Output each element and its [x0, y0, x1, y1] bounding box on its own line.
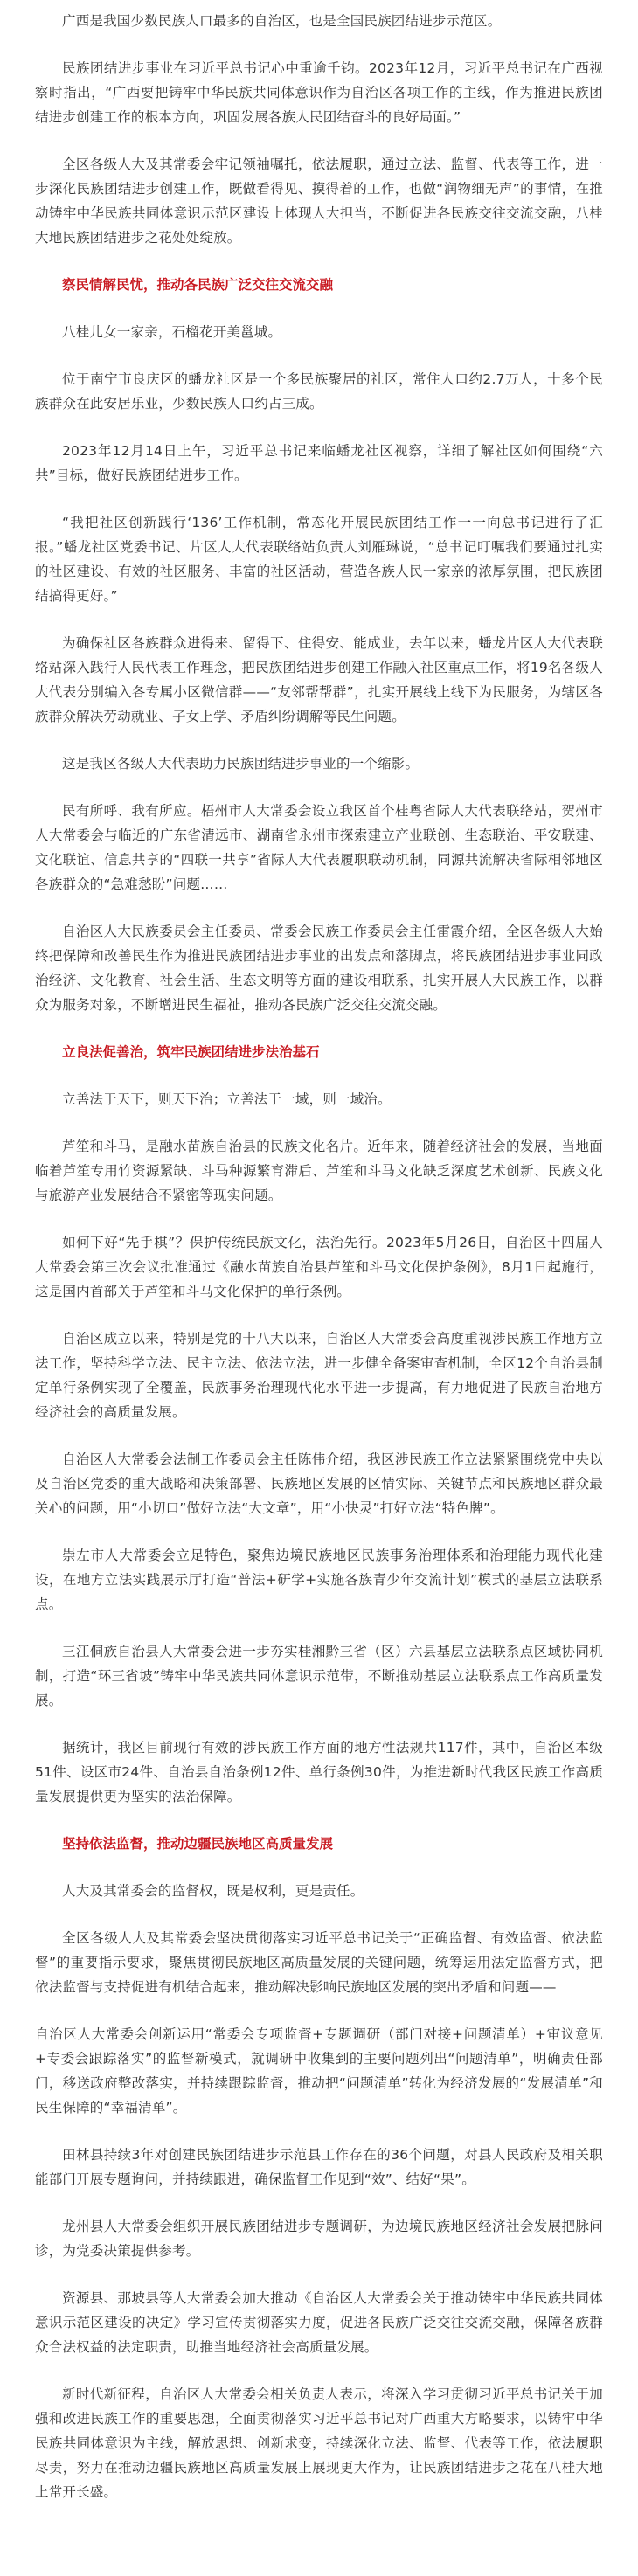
- section-heading: 坚持依法监督，推动边疆民族地区高质量发展: [62, 1836, 334, 1852]
- article-paragraph: 三江侗族自治县人大常委会进一步夯实桂湘黔三省（区）六县基层立法联系点区域协同机制，打造“环三省坡”铸牢中华民族共同体意识示范带，不断推动基层立法联系点工作高质量发展。: [35, 1644, 603, 1708]
- article-paragraph: 自治区成立以来，特别是党的十八大以来，自治区人大常委会高度重视涉民族工作地方立法工作，坚持科学立法、民主立法、依法立法，进一步健全备案审查机制，全区12个自治县制定单行条例实现了全覆盖，民族事务治理现代化水平进一步提高，有力地促进了民族自治地方经济社会的高质量发展。: [35, 1331, 603, 1420]
- article-paragraph: 崇左市人大常委会立足特色，聚焦边境民族地区民族事务治理体系和治理能力现代化建设，在地方立法实践展示厅打造“普法+研学+实施各族青少年交流计划”模式的基层立法联系点。: [35, 1548, 603, 1612]
- article-paragraph: “我把社区创新践行‘136’工作机制，常态化开展民族团结工作一一向总书记进行了汇报。”蟠龙社区党委书记、片区人大代表联络站负责人刘雁琳说，“总书记叮嘱我们要通过扎实的社区建设、有效的社区服务、丰富的社区活动，营造各族人民一家亲的浓厚氛围，把民族团结搞得更好。”: [35, 515, 603, 604]
- article-paragraph: 民族团结进步事业在习近平总书记心中重逾千钧。2023年12月，习近平总书记在广西视察时指出，“广西要把铸牢中华民族共同体意识作为自治区各项工作的主线，作为推进民族团结进步创建工作的根本方向，巩固发展各族人民团结奋斗的良好局面。”: [35, 60, 603, 125]
- article-paragraph: 为确保社区各族群众进得来、留得下、住得安、能成业，去年以来，蟠龙片区人大代表联络站深入践行人民代表工作理念，把民族团结进步创建工作融入社区重点工作，将19名各级人大代表分别编入各专属小区微信群——“友邻帮帮群”，扎实开展线上线下为民服务，为辖区各族群众解决劳动就业、子女上学、矛盾纠纷调解等民生问题。: [35, 635, 603, 724]
- article-paragraph: 新时代新征程，自治区人大常委会相关负责人表示，将深入学习贯彻习近平总书记关于加强和改进民族工作的重要思想，全面贯彻落实习近平总书记对广西重大方略要求，以铸牢中华民族共同体意识为主线，解放思想、创新求变，持续深化立法、监督、代表等工作，依法履职尽责，努力在推动边疆民族地区高质量发展上展现更大作为，让民族团结进步之花在八桂大地上常开长盛。: [35, 2386, 603, 2500]
- article-paragraph: 龙州县人大常委会组织开展民族团结进步专题调研，为边境民族地区经济社会发展把脉问诊，为党委决策提供参考。: [35, 2219, 603, 2259]
- article-paragraph: 资源县、那坡县等人大常委会加大推动《自治区人大常委会关于推动铸牢中华民族共同体意识示范区建设的决定》学习宣传贯彻落实力度，促进各民族广泛交往交流交融，保障各族群众合法权益的法定职责，助推当地经济社会高质量发展。: [35, 2290, 603, 2355]
- article-paragraph: 立善法于天下，则天下治；立善法于一域，则一域治。: [62, 1091, 392, 1107]
- article-paragraph: 据统计，我区目前现行有效的涉民族工作方面的地方性法规共117件，其中，自治区本级51件、设区市24件、自治县自治条例12件、单行条例30件，为推进新时代我区民族工作高质量发展提供更为坚实的法治保障。: [35, 1740, 603, 1804]
- article-paragraph: 自治区人大民族委员会主任委员、常委会民族工作委员会主任雷霞介绍，全区各级人大始终把保障和改善民生作为推进民族团结进步事业的出发点和落脚点，将民族团结进步事业同政治经济、文化教育、社会生活、生态文明等方面的建设相联系，扎实开展人大民族工作，以群众为服务对象，不断增进民生福祉，推动各民族广泛交往交流交融。: [35, 924, 603, 1013]
- section-heading: 立良法促善治，筑牢民族团结进步法治基石: [62, 1044, 320, 1060]
- article-paragraph: 如何下好“先手棋”？保护传统民族文化，法治先行。2023年5月26日，自治区十四届人大常委会第三次会议批准通过《融水苗族自治县芦笙和斗马文化保护条例》，8月1日起施行，这是国内首部关于芦笙和斗马文化保护的单行条例。: [35, 1235, 603, 1299]
- article-paragraph: 这是我区各级人大代表助力民族团结进步事业的一个缩影。: [62, 756, 420, 772]
- article-paragraph: 芦笙和斗马，是融水苗族自治县的民族文化名片。近年来，随着经济社会的发展，当地面临着芦笙专用竹资源紧缺、斗马种源繁育滞后、芦笙和斗马文化缺乏深度艺术创新、民族文化与旅游产业发展结合不紧密等现实问题。: [35, 1139, 603, 1203]
- article-paragraph: 位于南宁市良庆区的蟠龙社区是一个多民族聚居的社区，常住人口约2.7万人，十多个民族群众在此安居乐业，少数民族人口约占三成。: [35, 371, 603, 412]
- article-paragraph: 民有所呼、我有所应。梧州市人大常委会设立我区首个桂粤省际人大代表联络站，贺州市人大常委会与临近的广东省清远市、湖南省永州市探索建立产业联创、生态联治、平安联建、文化联谊、信息共享的“四联一共享”省际人大代表履职联动机制，同源共流解决省际相邻地区各族群众的“急难愁盼”问题……: [35, 803, 603, 892]
- article-paragraph: 全区各级人大及其常委会坚决贯彻落实习近平总书记关于“正确监督、有效监督、依法监督”的重要指示要求，聚焦贯彻民族地区高质量发展的关键问题，统筹运用法定监督方式，把依法监督与支持促进有机结合起来，推动解决影响民族地区发展的突出矛盾和问题——: [35, 1930, 603, 1995]
- article-paragraph: 2023年12月14日上午，习近平总书记来临蟠龙社区视察，详细了解社区如何围绕“六共”目标，做好民族团结进步工作。: [35, 443, 603, 483]
- article-paragraph: 全区各级人大及其常委会牢记领袖嘱托，依法履职，通过立法、监督、代表等工作，进一步深化民族团结进步创建工作，既做看得见、摸得着的工作，也做“润物细无声”的事情，在推动铸牢中华民族共同体意识示范区建设上体现人大担当，不断促进各民族交往交流交融，八桂大地民族团结进步之花处处绽放。: [35, 156, 603, 246]
- article-paragraph: 广西是我国少数民族人口最多的自治区，也是全国民族团结进步示范区。: [62, 13, 502, 29]
- article-paragraph: 自治区人大常委会创新运用“常委会专项监督+专题调研（部门对接+问题清单）+审议意见+专委会跟踪落实”的监督新模式，就调研中收集到的主要问题列出“问题清单”，明确责任部门，移送政府整改落实，并持续跟踪监督，推动把“问题清单”转化为经济发展的“发展清单”和民生保障的“幸福清单”。: [35, 2026, 603, 2116]
- article-paragraph: 田林县持续3年对创建民族团结进步示范县工作存在的36个问题，对县人民政府及相关职能部门开展专题询问，并持续跟进，确保监督工作见到“效”、结好“果”。: [35, 2147, 603, 2187]
- article-paragraph: 八桂儿女一家亲，石榴花开美邕城。: [62, 324, 282, 340]
- article-paragraph: 人大及其常委会的监督权，既是权利，更是责任。: [62, 1883, 364, 1899]
- section-heading: 察民情解民忧，推动各民族广泛交往交流交融: [62, 277, 334, 293]
- article-paragraph: 自治区人大常委会法制工作委员会主任陈伟介绍，我区涉民族工作立法紧紧围绕党中央以及自治区党委的重大战略和决策部署、民族地区发展的区情实际、关键节点和民族地区群众最关心的问题，用“小切口”做好立法“大文章”，用“小快灵”打好立法“特色牌”。: [35, 1451, 603, 1516]
